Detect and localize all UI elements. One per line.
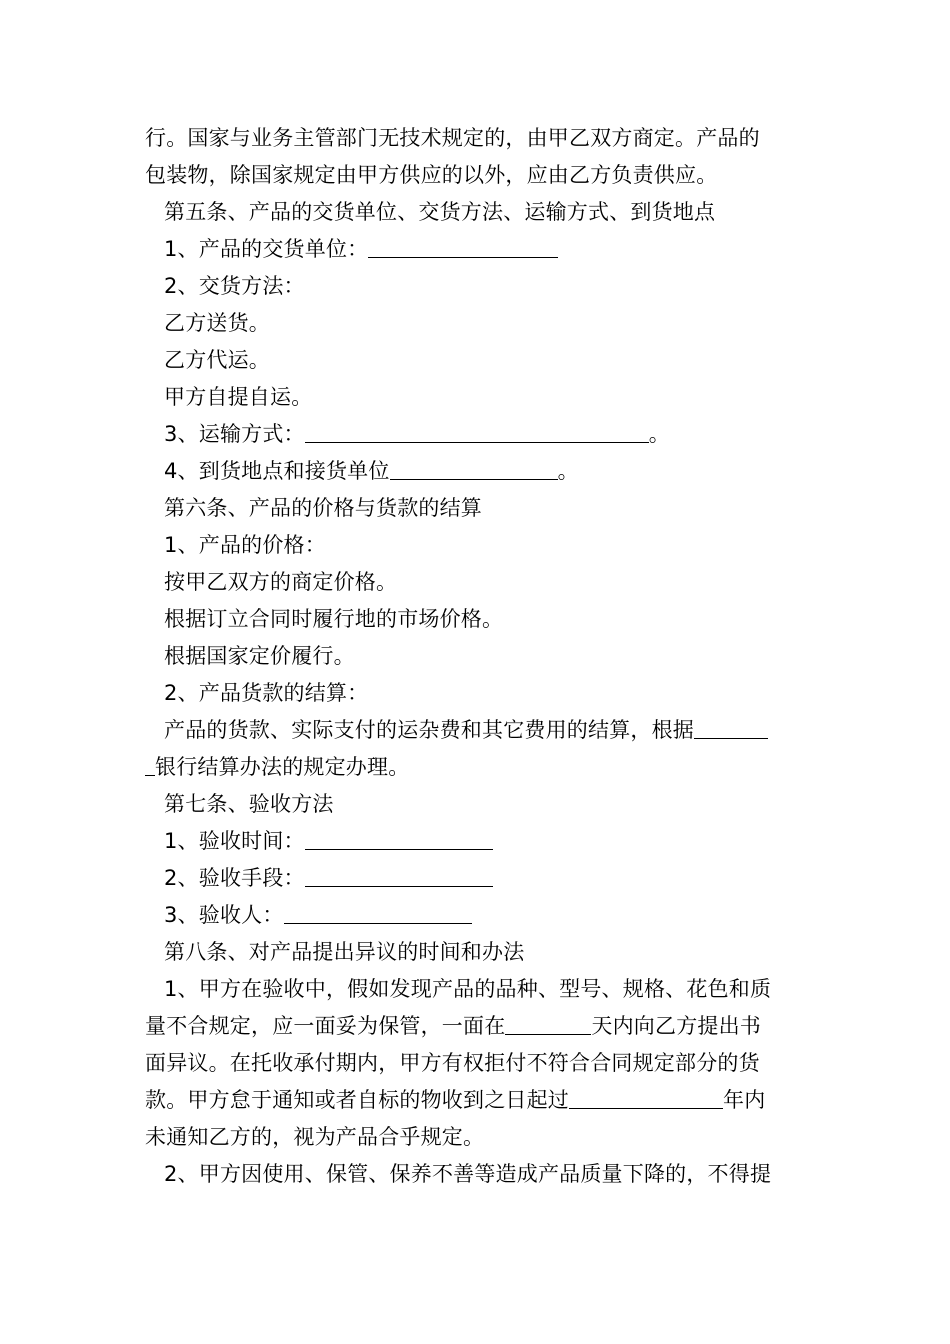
inspection-means-line	[145, 860, 810, 897]
objection-clause-line	[145, 1119, 810, 1156]
line-text: 1、产品的价格：	[164, 533, 326, 557]
article-7-heading	[145, 786, 810, 823]
line-text: 1、验收时间：	[164, 829, 305, 853]
line-text: 第七条、验收方法	[164, 792, 334, 816]
line-text: 银行结算办法的规定办理。	[155, 755, 410, 779]
line-text: 3、运输方式：	[164, 422, 305, 446]
line-text: 按甲乙双方的商定价格。	[164, 570, 398, 594]
option-line	[145, 379, 810, 416]
line-text: 2、交货方法：	[164, 274, 305, 298]
objection-clause-line	[145, 1008, 810, 1045]
inspection-means-blank[interactable]	[305, 860, 493, 887]
line-text: 包装物，除国家规定由甲方供应的以外，应由乙方负责供应。	[145, 163, 718, 187]
option-line	[145, 564, 810, 601]
destination-line	[145, 453, 810, 490]
line-text: 1、甲方在验收中，假如发现产品的品种、型号、规格、花色和质	[164, 977, 772, 1001]
document-body	[145, 120, 810, 1193]
option-line	[145, 342, 810, 379]
line-text: 2、验收手段：	[164, 866, 305, 890]
line-text: 产品的货款、实际支付的运杂费和其它费用的结算，根据	[164, 718, 694, 742]
line-suffix: 。	[557, 459, 579, 483]
inspection-time-line	[145, 823, 810, 860]
article-5-heading	[145, 194, 810, 231]
inspector-blank[interactable]	[284, 897, 472, 924]
transport-method-line	[145, 416, 810, 453]
option-line	[145, 305, 810, 342]
delivery-method-line	[145, 268, 810, 305]
article-8-heading	[145, 934, 810, 971]
paragraph-line	[145, 120, 810, 157]
line-suffix: 年内	[723, 1088, 766, 1112]
objection-clause-line	[145, 1045, 810, 1082]
article-6-heading	[145, 490, 810, 527]
line-text: 款。甲方怠于通知或者自标的物收到之日起过	[145, 1088, 569, 1112]
settlement-detail-line	[145, 712, 810, 749]
transport-method-blank[interactable]	[305, 416, 649, 443]
line-text: 根据国家定价履行。	[164, 644, 355, 668]
option-line	[145, 638, 810, 675]
line-text: 量不合规定，应一面妥为保管，一面在	[145, 1014, 506, 1038]
paragraph-line	[145, 157, 810, 194]
line-text: 甲方自提自运。	[164, 385, 313, 409]
line-text: 3、验收人：	[164, 903, 284, 927]
objection-clause-line	[145, 971, 810, 1008]
inspection-time-blank[interactable]	[305, 823, 493, 850]
line-text: 1、产品的交货单位：	[164, 237, 369, 261]
line-text: 乙方代运。	[164, 348, 270, 372]
line-text: 根据订立合同时履行地的市场价格。	[164, 607, 504, 631]
line-text: 2、甲方因使用、保管、保养不善等造成产品质量下降的，不得提	[164, 1162, 772, 1186]
line-text: 第六条、产品的价格与货款的结算	[164, 496, 482, 520]
objection-clause-line	[145, 1082, 810, 1119]
line-suffix: 。	[648, 422, 670, 446]
line-text: 乙方送货。	[164, 311, 270, 335]
line-text: 第五条、产品的交货单位、交货方法、运输方式、到货地点	[164, 200, 716, 224]
bank-blank[interactable]	[694, 712, 768, 739]
inspector-line	[145, 897, 810, 934]
line-text: 4、到货地点和接货单位	[164, 459, 390, 483]
line-suffix: 天内向乙方提出书	[591, 1014, 762, 1038]
line-text: 面异议。在托收承付期内，甲方有权拒付不符合合同规定部分的货	[145, 1051, 760, 1075]
destination-blank[interactable]	[390, 453, 558, 480]
line-text: 第八条、对产品提出异议的时间和办法	[164, 940, 525, 964]
days-blank[interactable]	[505, 1008, 591, 1035]
bank-blank-continued[interactable]	[145, 749, 155, 776]
quality-clause-line	[145, 1156, 810, 1193]
line-text: 未通知乙方的，视为产品合乎规定。	[145, 1125, 485, 1149]
settlement-line	[145, 675, 810, 712]
price-line	[145, 527, 810, 564]
delivery-unit-line	[145, 231, 810, 268]
delivery-unit-blank[interactable]	[368, 231, 558, 258]
line-text: 2、产品货款的结算：	[164, 681, 369, 705]
settlement-detail-line	[145, 749, 810, 786]
years-blank[interactable]	[569, 1082, 723, 1109]
line-text: 行。国家与业务主管部门无技术规定的，由甲乙双方商定。产品的	[145, 126, 760, 150]
option-line	[145, 601, 810, 638]
